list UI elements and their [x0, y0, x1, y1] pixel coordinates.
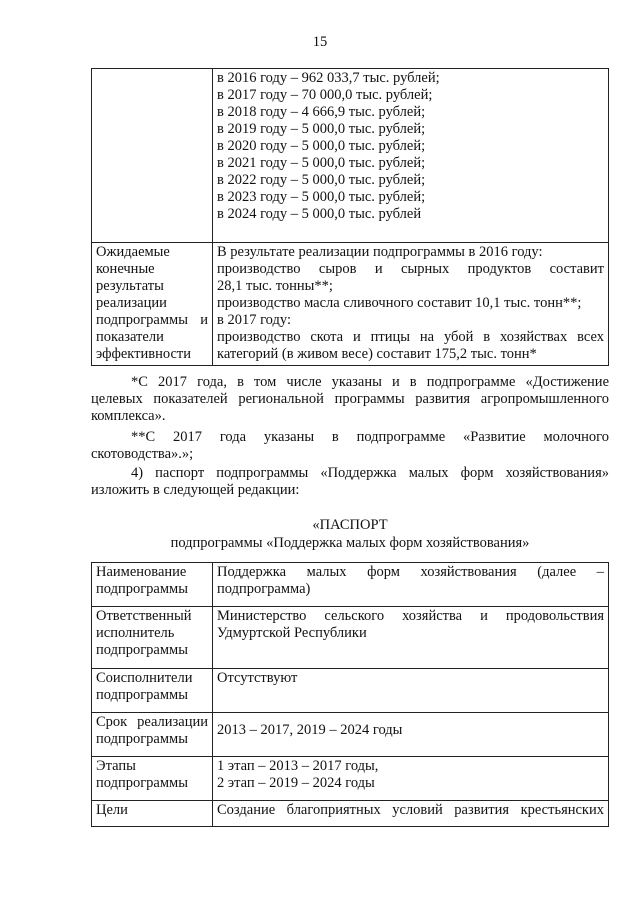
- paragraph-line: 4) паспорт подпрограммы «Поддержка малых форм хозяйствования»: [131, 465, 609, 481]
- results-line: категорий (в живом весе) составит 175,2 тыс. тонн*: [217, 346, 537, 362]
- table-row: [92, 69, 609, 243]
- label-line: подпрограммы: [96, 731, 188, 747]
- empty-label-cell: [92, 69, 213, 243]
- passport-label-cell: [92, 713, 213, 757]
- funding-line: в 2020 году – 5 000,0 тыс. рублей;: [217, 138, 426, 154]
- passport-label-cell: [92, 757, 213, 801]
- passport-label-cell: [92, 669, 213, 713]
- footnote-1: [91, 374, 609, 425]
- table-row: [92, 607, 609, 669]
- value-line: 1 этап – 2013 – 2017 годы,: [217, 758, 379, 774]
- label-line: подпрограммы и: [96, 312, 208, 328]
- footnote-line: *С 2017 года, в том числе указаны и в подпрограмме «Достижение: [131, 374, 609, 390]
- footnote-line: целевых показателей региональной программы развития агропромышленного: [91, 391, 609, 407]
- passport-value-cell: [213, 607, 609, 669]
- label-line: показатели: [96, 329, 164, 345]
- label-line: результаты: [96, 278, 164, 294]
- label-line: Цели: [96, 802, 128, 818]
- table-row: [92, 757, 609, 801]
- results-line: 28,1 тыс. тонны**;: [217, 278, 333, 294]
- passport-label-cell: [92, 563, 213, 607]
- value-line: 2013 – 2017, 2019 – 2024 годы: [217, 722, 403, 738]
- results-value-cell: [213, 243, 609, 366]
- label-line: Ответственный: [96, 608, 192, 624]
- passport-value-cell: [213, 713, 609, 757]
- label-line: подпрограммы: [96, 581, 188, 597]
- value-line: Поддержка малых форм хозяйствования (далее –: [217, 564, 604, 580]
- table-row: [92, 713, 609, 757]
- paragraph-line: изложить в следующей редакции:: [91, 482, 300, 498]
- value-line: подпрограмма): [217, 581, 311, 597]
- results-label-cell: [92, 243, 213, 366]
- table-row: [92, 669, 609, 713]
- value-line: Отсутствуют: [217, 670, 298, 686]
- passport-value-cell: [213, 801, 609, 827]
- value-line: Создание благоприятных условий развития крестьянских: [217, 802, 604, 818]
- label-line: исполнитель: [96, 625, 175, 641]
- label-line: конечные: [96, 261, 155, 277]
- passport-value-cell: [213, 757, 609, 801]
- table-row: [92, 801, 609, 827]
- results-line: производство скота и птицы на убой в хозяйствах всех: [217, 329, 604, 345]
- label-line: Этапы: [96, 758, 136, 774]
- funding-line: в 2018 году – 4 666,9 тыс. рублей;: [217, 104, 426, 120]
- label-line: подпрограммы: [96, 687, 188, 703]
- label-line: Соисполнители: [96, 670, 193, 686]
- passport-table: [91, 562, 609, 827]
- results-line: производство масла сливочного составит 10,1 тыс. тонн**;: [217, 295, 582, 311]
- passport-title: «ПАСПОРТ: [312, 517, 388, 533]
- label-line: подпрограммы: [96, 642, 188, 658]
- results-line: в 2017 году:: [217, 312, 291, 328]
- funding-line: в 2022 году – 5 000,0 тыс. рублей;: [217, 172, 426, 188]
- label-line: Ожидаемые: [96, 244, 170, 260]
- funding-line: в 2017 году – 70 000,0 тыс. рублей;: [217, 87, 433, 103]
- table-row: [92, 563, 609, 607]
- passport-value-cell: [213, 563, 609, 607]
- passport-label-cell: [92, 801, 213, 827]
- label-line: реализации: [96, 295, 167, 311]
- funding-line: в 2019 году – 5 000,0 тыс. рублей;: [217, 121, 426, 137]
- value-line: Удмуртской Республики: [217, 625, 367, 641]
- funding-table: [91, 68, 609, 366]
- funding-line: в 2023 году – 5 000,0 тыс. рублей;: [217, 189, 426, 205]
- funding-line: в 2016 году – 962 033,7 тыс. рублей;: [217, 70, 440, 86]
- label-line: Срок реализации: [96, 714, 208, 730]
- footnote-line: комплекса».: [91, 408, 166, 424]
- funding-cell: [213, 69, 609, 243]
- passport-label-cell: [92, 607, 213, 669]
- footnote-2: [91, 429, 609, 463]
- footnote-line: **С 2017 года указаны в подпрограмме «Развитие молочного: [131, 429, 609, 445]
- passport-subtitle: подпрограммы «Поддержка малых форм хозяйствования»: [170, 535, 530, 551]
- label-line: эффективности: [96, 346, 191, 362]
- footnote-line: скотоводства».»;: [91, 446, 194, 462]
- funding-line: в 2024 году – 5 000,0 тыс. рублей: [217, 206, 422, 222]
- page-number: 15: [312, 34, 328, 50]
- funding-line: в 2021 году – 5 000,0 тыс. рублей;: [217, 155, 426, 171]
- results-line: производство сыров и сырных продуктов составит: [217, 261, 604, 277]
- passport-value-cell: [213, 669, 609, 713]
- table-row: [92, 243, 609, 366]
- value-line: 2 этап – 2019 – 2024 годы: [217, 775, 375, 791]
- results-line: В результате реализации подпрограммы в 2016 году:: [217, 244, 543, 260]
- label-line: Наименование: [96, 564, 187, 580]
- value-line: Министерство сельского хозяйства и продовольствия: [217, 608, 604, 624]
- item-4-paragraph: [91, 465, 609, 499]
- label-line: подпрограммы: [96, 775, 188, 791]
